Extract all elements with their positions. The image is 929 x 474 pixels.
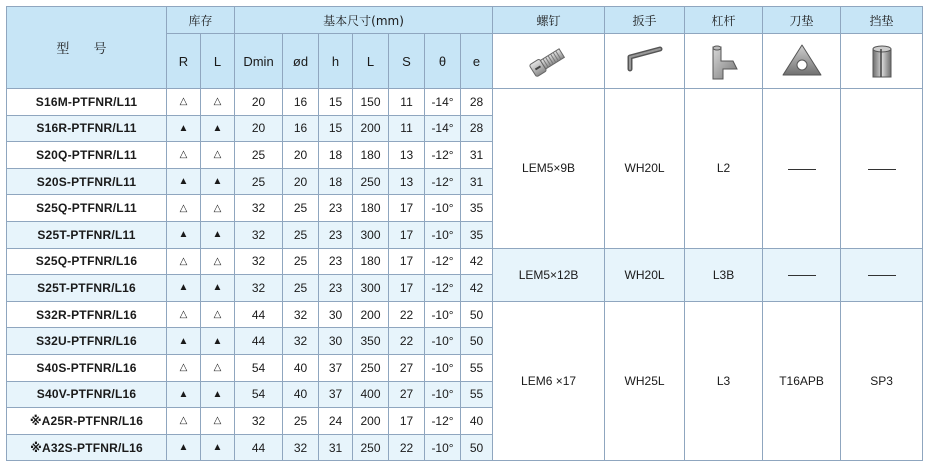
insert-seat-image-cell bbox=[763, 34, 841, 89]
stock-r-cell: ▲ bbox=[167, 115, 201, 142]
insert-seat-header: 刀垫 bbox=[763, 7, 841, 34]
wrench-header: 扳手 bbox=[605, 7, 685, 34]
wrench-image-cell bbox=[605, 34, 685, 89]
dim-col-d: ød bbox=[283, 34, 319, 89]
s-cell: 22 bbox=[389, 434, 425, 461]
dmin-cell: 54 bbox=[235, 354, 283, 381]
s-cell: 27 bbox=[389, 381, 425, 408]
e-cell: 31 bbox=[461, 142, 493, 169]
d-cell: 20 bbox=[283, 168, 319, 195]
stock-r-cell: △ bbox=[167, 354, 201, 381]
e-cell: 55 bbox=[461, 354, 493, 381]
e-cell: 28 bbox=[461, 115, 493, 142]
lever-header: 杠杆 bbox=[685, 7, 763, 34]
s-cell: 13 bbox=[389, 168, 425, 195]
dmin-cell: 44 bbox=[235, 434, 283, 461]
d-cell: 25 bbox=[283, 275, 319, 302]
length-cell: 180 bbox=[353, 248, 389, 275]
stock-l-cell: ▲ bbox=[201, 434, 235, 461]
dmin-cell: 32 bbox=[235, 275, 283, 302]
model-cell: S25T-PTFNR/L11 bbox=[7, 221, 167, 248]
e-cell: 42 bbox=[461, 248, 493, 275]
insert-seat-cell bbox=[763, 89, 841, 249]
stop-header: 挡垫 bbox=[841, 7, 923, 34]
d-cell: 25 bbox=[283, 195, 319, 222]
model-cell: S20S-PTFNR/L11 bbox=[7, 168, 167, 195]
theta-cell: -10° bbox=[425, 354, 461, 381]
stop-cell bbox=[841, 89, 923, 249]
stock-l-cell: ▲ bbox=[201, 275, 235, 302]
stop-shim-image-cell bbox=[841, 34, 923, 89]
s-cell: 17 bbox=[389, 248, 425, 275]
dmin-cell: 20 bbox=[235, 115, 283, 142]
stop-cell: SP3 bbox=[841, 301, 923, 461]
s-cell: 17 bbox=[389, 408, 425, 435]
s-cell: 27 bbox=[389, 354, 425, 381]
spec-table-body bbox=[7, 89, 923, 461]
s-cell: 22 bbox=[389, 328, 425, 355]
length-cell: 400 bbox=[353, 381, 389, 408]
e-cell: 35 bbox=[461, 195, 493, 222]
table-row bbox=[7, 89, 923, 116]
model-cell: S40S-PTFNR/L16 bbox=[7, 354, 167, 381]
model-cell: ※A25R-PTFNR/L16 bbox=[7, 408, 167, 435]
length-cell: 300 bbox=[353, 275, 389, 302]
stop-cell bbox=[841, 248, 923, 301]
dim-col-e: e bbox=[461, 34, 493, 89]
stock-r-cell: ▲ bbox=[167, 328, 201, 355]
insert-seat-cell bbox=[763, 248, 841, 301]
none-dash bbox=[788, 169, 816, 170]
theta-cell: -10° bbox=[425, 301, 461, 328]
d-cell: 16 bbox=[283, 89, 319, 116]
e-cell: 42 bbox=[461, 275, 493, 302]
dmin-cell: 32 bbox=[235, 408, 283, 435]
wrench-cell: WH25L bbox=[605, 301, 685, 461]
lever-image-cell bbox=[685, 34, 763, 89]
theta-cell: -12° bbox=[425, 168, 461, 195]
h-cell: 37 bbox=[319, 354, 353, 381]
screw-cell: LEM6 ×17 bbox=[493, 301, 605, 461]
length-cell: 180 bbox=[353, 195, 389, 222]
s-cell: 11 bbox=[389, 115, 425, 142]
length-cell: 200 bbox=[353, 408, 389, 435]
d-cell: 32 bbox=[283, 301, 319, 328]
stock-r-cell: △ bbox=[167, 89, 201, 116]
theta-cell: -10° bbox=[425, 195, 461, 222]
e-cell: 35 bbox=[461, 221, 493, 248]
none-dash bbox=[788, 275, 816, 276]
dmin-cell: 32 bbox=[235, 195, 283, 222]
stock-r-cell: △ bbox=[167, 142, 201, 169]
lever-cell: L2 bbox=[685, 89, 763, 249]
stock-l-cell: △ bbox=[201, 408, 235, 435]
theta-cell: -14° bbox=[425, 89, 461, 116]
theta-cell: -12° bbox=[425, 275, 461, 302]
stock-l-cell: △ bbox=[201, 89, 235, 116]
dmin-cell: 54 bbox=[235, 381, 283, 408]
h-cell: 15 bbox=[319, 89, 353, 116]
screw-cell: LEM5×12B bbox=[493, 248, 605, 301]
length-cell: 250 bbox=[353, 168, 389, 195]
stock-l-cell: ▲ bbox=[201, 115, 235, 142]
h-cell: 30 bbox=[319, 328, 353, 355]
s-cell: 17 bbox=[389, 221, 425, 248]
dmin-cell: 20 bbox=[235, 89, 283, 116]
model-cell: S16M-PTFNR/L11 bbox=[7, 89, 167, 116]
length-cell: 250 bbox=[353, 434, 389, 461]
stock-header: 库存 bbox=[167, 7, 235, 34]
s-cell: 22 bbox=[389, 301, 425, 328]
stock-r-cell: △ bbox=[167, 408, 201, 435]
theta-cell: -12° bbox=[425, 248, 461, 275]
dmin-cell: 44 bbox=[235, 301, 283, 328]
s-cell: 13 bbox=[389, 142, 425, 169]
stock-r-cell: ▲ bbox=[167, 381, 201, 408]
theta-cell: -10° bbox=[425, 328, 461, 355]
h-cell: 30 bbox=[319, 301, 353, 328]
e-cell: 50 bbox=[461, 434, 493, 461]
model-cell: S25Q-PTFNR/L16 bbox=[7, 248, 167, 275]
h-cell: 23 bbox=[319, 195, 353, 222]
s-cell: 11 bbox=[389, 89, 425, 116]
model-cell: S16R-PTFNR/L11 bbox=[7, 115, 167, 142]
stock-l-cell: ▲ bbox=[201, 381, 235, 408]
s-cell: 17 bbox=[389, 275, 425, 302]
d-cell: 32 bbox=[283, 328, 319, 355]
length-cell: 200 bbox=[353, 115, 389, 142]
stock-col-r: R bbox=[167, 34, 201, 89]
table-row bbox=[7, 301, 923, 328]
h-cell: 18 bbox=[319, 142, 353, 169]
s-cell: 17 bbox=[389, 195, 425, 222]
stock-l-cell: ▲ bbox=[201, 221, 235, 248]
theta-cell: -12° bbox=[425, 408, 461, 435]
d-cell: 25 bbox=[283, 408, 319, 435]
spec-table-wrapper bbox=[6, 6, 922, 468]
e-cell: 31 bbox=[461, 168, 493, 195]
stock-r-cell: ▲ bbox=[167, 168, 201, 195]
stock-r-cell: △ bbox=[167, 195, 201, 222]
stock-col-l: L bbox=[201, 34, 235, 89]
h-cell: 23 bbox=[319, 221, 353, 248]
e-cell: 40 bbox=[461, 408, 493, 435]
stock-l-cell: △ bbox=[201, 354, 235, 381]
lever-icon bbox=[699, 39, 749, 83]
length-cell: 200 bbox=[353, 301, 389, 328]
dmin-cell: 32 bbox=[235, 248, 283, 275]
model-header: 型 号 bbox=[7, 7, 167, 89]
screw-cell: LEM5×9B bbox=[493, 89, 605, 249]
h-cell: 18 bbox=[319, 168, 353, 195]
stock-l-cell: ▲ bbox=[201, 328, 235, 355]
insert-seat-icon bbox=[777, 39, 827, 83]
lever-cell: L3B bbox=[685, 248, 763, 301]
d-cell: 40 bbox=[283, 354, 319, 381]
screw-image-cell bbox=[493, 34, 605, 89]
theta-cell: -10° bbox=[425, 381, 461, 408]
d-cell: 32 bbox=[283, 434, 319, 461]
length-cell: 250 bbox=[353, 354, 389, 381]
stock-l-cell: △ bbox=[201, 301, 235, 328]
dim-col-dmin: Dmin bbox=[235, 34, 283, 89]
theta-cell: -10° bbox=[425, 434, 461, 461]
stock-r-cell: ▲ bbox=[167, 221, 201, 248]
stock-r-cell: △ bbox=[167, 301, 201, 328]
stock-r-cell: △ bbox=[167, 248, 201, 275]
none-dash bbox=[868, 275, 896, 276]
model-cell: S25T-PTFNR/L16 bbox=[7, 275, 167, 302]
e-cell: 50 bbox=[461, 328, 493, 355]
stop-shim-icon bbox=[857, 39, 907, 83]
d-cell: 20 bbox=[283, 142, 319, 169]
dim-col-h: h bbox=[319, 34, 353, 89]
model-cell: S32R-PTFNR/L16 bbox=[7, 301, 167, 328]
lever-cell: L3 bbox=[685, 301, 763, 461]
h-cell: 37 bbox=[319, 381, 353, 408]
e-cell: 50 bbox=[461, 301, 493, 328]
dimensions-header: 基本尺寸(mm) bbox=[235, 7, 493, 34]
stock-l-cell: △ bbox=[201, 195, 235, 222]
wrench-cell: WH20L bbox=[605, 248, 685, 301]
wrench-icon bbox=[620, 39, 670, 83]
d-cell: 16 bbox=[283, 115, 319, 142]
d-cell: 25 bbox=[283, 221, 319, 248]
stock-l-cell: △ bbox=[201, 248, 235, 275]
theta-cell: -10° bbox=[425, 221, 461, 248]
model-cell: S25Q-PTFNR/L11 bbox=[7, 195, 167, 222]
model-cell: ※A32S-PTFNR/L16 bbox=[7, 434, 167, 461]
wrench-cell: WH20L bbox=[605, 89, 685, 249]
dmin-cell: 32 bbox=[235, 221, 283, 248]
dmin-cell: 25 bbox=[235, 142, 283, 169]
stock-r-cell: ▲ bbox=[167, 434, 201, 461]
stock-l-cell: ▲ bbox=[201, 168, 235, 195]
length-cell: 300 bbox=[353, 221, 389, 248]
stock-l-cell: △ bbox=[201, 142, 235, 169]
stock-r-cell: ▲ bbox=[167, 275, 201, 302]
dmin-cell: 44 bbox=[235, 328, 283, 355]
h-cell: 24 bbox=[319, 408, 353, 435]
none-dash bbox=[868, 169, 896, 170]
theta-cell: -14° bbox=[425, 115, 461, 142]
h-cell: 31 bbox=[319, 434, 353, 461]
model-cell: S32U-PTFNR/L16 bbox=[7, 328, 167, 355]
d-cell: 40 bbox=[283, 381, 319, 408]
model-cell: S40V-PTFNR/L16 bbox=[7, 381, 167, 408]
e-cell: 55 bbox=[461, 381, 493, 408]
spec-table bbox=[6, 6, 923, 461]
dim-col-theta: θ bbox=[425, 34, 461, 89]
length-cell: 350 bbox=[353, 328, 389, 355]
screw-icon bbox=[524, 39, 574, 83]
h-cell: 15 bbox=[319, 115, 353, 142]
model-cell: S20Q-PTFNR/L11 bbox=[7, 142, 167, 169]
e-cell: 28 bbox=[461, 89, 493, 116]
h-cell: 23 bbox=[319, 275, 353, 302]
dim-col-l: L bbox=[353, 34, 389, 89]
screw-header: 螺钉 bbox=[493, 7, 605, 34]
d-cell: 25 bbox=[283, 248, 319, 275]
length-cell: 180 bbox=[353, 142, 389, 169]
dmin-cell: 25 bbox=[235, 168, 283, 195]
length-cell: 150 bbox=[353, 89, 389, 116]
dim-col-s: S bbox=[389, 34, 425, 89]
h-cell: 23 bbox=[319, 248, 353, 275]
table-row bbox=[7, 248, 923, 275]
insert-seat-cell: T16APB bbox=[763, 301, 841, 461]
theta-cell: -12° bbox=[425, 142, 461, 169]
